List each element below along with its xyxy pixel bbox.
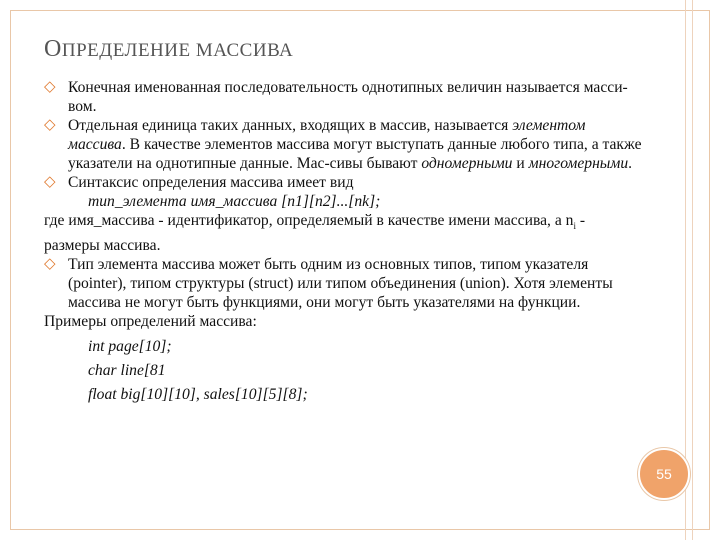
- term-italic: элементом массива: [68, 117, 586, 153]
- bullet-text: Тип элемента массива может быть одним из основных типов, типом указателя (pointer), типом структуры (struct) или типом объединения (union). Хотя элементы массива не могут быть функциями, они могут быть указателями на функции.: [68, 256, 613, 312]
- bullet-item: [44, 255, 644, 312]
- slide-body: [44, 78, 644, 407]
- syntax-text: тип_элемента имя_массива [n1][n2]...[nk];: [88, 193, 381, 210]
- diamond-outline-icon: ◇: [44, 117, 56, 133]
- decorative-line: [692, 0, 693, 540]
- syntax-line: [44, 192, 644, 211]
- bullet-text: Синтаксис определения массива имеет вид: [68, 174, 354, 191]
- term-italic: многомерными: [528, 155, 629, 172]
- paragraph-text: где имя_массива - идентификатор, определяемый в качестве имени массива, а n: [44, 212, 574, 229]
- bullet-item: [44, 116, 644, 173]
- paragraph-text: - размеры массива.: [44, 212, 586, 255]
- example-line: [88, 383, 644, 407]
- example-code: float big[10][10], sales[10][5][8];: [88, 386, 308, 404]
- example-line: [88, 335, 644, 359]
- examples-heading: Примеры определений массива:: [44, 313, 257, 331]
- diamond-outline-icon: ◇: [44, 79, 56, 95]
- title-first-letter: О: [44, 36, 62, 62]
- example-code: int page[10];: [88, 338, 172, 356]
- term-italic: одномерными: [421, 155, 513, 172]
- page-title: [44, 36, 293, 63]
- bullet-item: [44, 173, 644, 192]
- example-line: [88, 359, 644, 383]
- example-code: char line[81: [88, 362, 166, 380]
- bullet-text: Конечная именованная последовательность однотипных величин называется масси-вом.: [68, 79, 628, 115]
- diamond-outline-icon: ◇: [44, 174, 56, 190]
- subscript: i: [573, 221, 576, 232]
- paragraph: [44, 211, 644, 255]
- bullet-item: [44, 78, 644, 116]
- title-rest: ПРЕДЕЛЕНИЕ МАССИВА: [61, 40, 294, 61]
- bullet-text: Отдельная единица таких данных, входящих в массив, называется: [68, 117, 513, 134]
- bullet-text: .: [628, 155, 633, 172]
- page-number-badge: 55: [638, 448, 690, 500]
- diamond-outline-icon: ◇: [44, 256, 56, 273]
- bullet-text: . В качестве элементов массива могут выступать данные любого типа, а также указатели на однотипные данные. Мас-сивы бывают: [68, 136, 642, 172]
- bullet-text: и: [512, 155, 529, 172]
- examples-list: [44, 335, 644, 407]
